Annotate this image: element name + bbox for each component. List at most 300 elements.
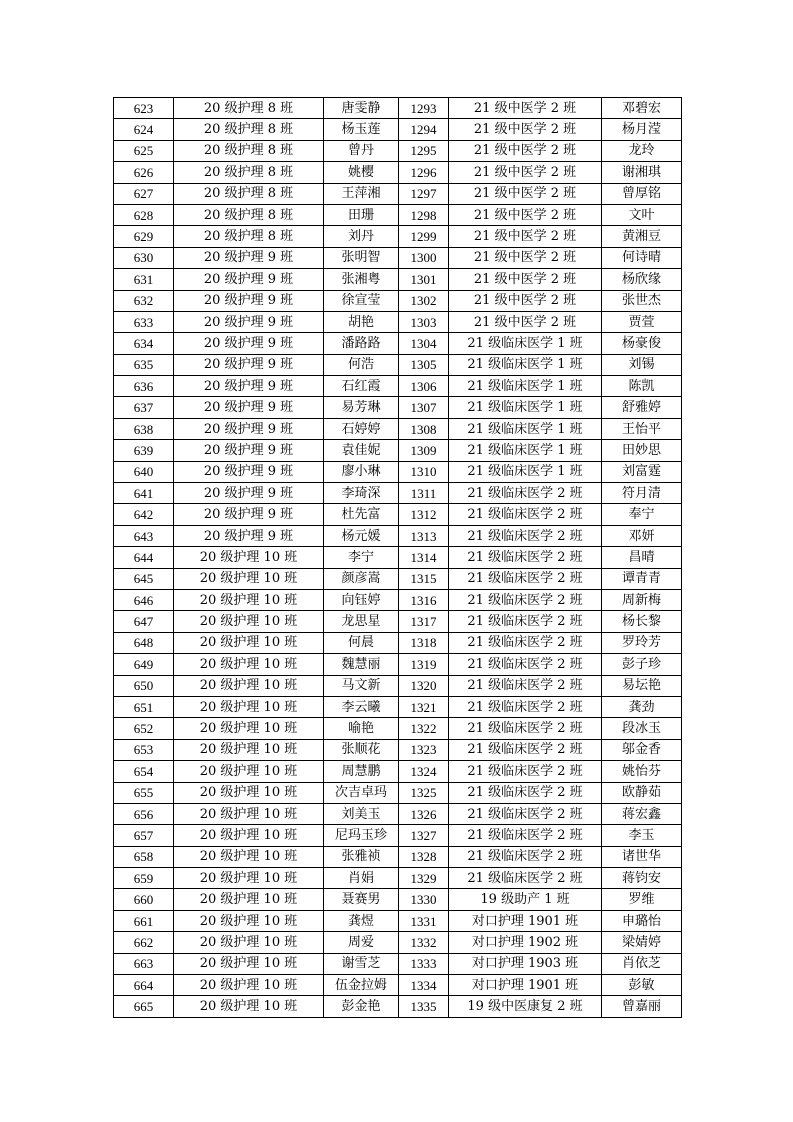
cell-class-left: 20 级护理 9 班	[174, 290, 324, 311]
cell-row-index-right: 1318	[399, 632, 449, 653]
cell-name-left: 胡艳	[324, 311, 399, 332]
cell-name-right: 龙玲	[602, 140, 682, 161]
cell-row-index-right: 1331	[399, 910, 449, 931]
cell-name-right: 蒋宏鑫	[602, 803, 682, 824]
cell-name-left: 张明智	[324, 247, 399, 268]
cell-name-right: 邓妍	[602, 525, 682, 546]
cell-name-right: 段冰玉	[602, 718, 682, 739]
cell-class-right: 21 级中医学 2 班	[449, 311, 602, 332]
cell-class-right: 21 级临床医学 2 班	[449, 782, 602, 803]
cell-name-right: 诸世华	[602, 846, 682, 867]
table-row	[114, 418, 682, 439]
cell-class-right: 21 级中医学 2 班	[449, 269, 602, 290]
cell-row-index-left: 654	[114, 761, 174, 782]
table-row	[114, 162, 682, 183]
cell-class-left: 20 级护理 10 班	[174, 654, 324, 675]
cell-class-right: 对口护理 1902 班	[449, 932, 602, 953]
table-row	[114, 204, 682, 225]
cell-row-index-left: 645	[114, 568, 174, 589]
cell-name-right: 罗玲芳	[602, 632, 682, 653]
cell-name-right: 舒雅婷	[602, 397, 682, 418]
cell-row-index-left: 626	[114, 162, 174, 183]
cell-class-left: 20 级护理 10 班	[174, 718, 324, 739]
cell-class-left: 20 级护理 10 班	[174, 761, 324, 782]
cell-name-left: 廖小琳	[324, 461, 399, 482]
table-row	[114, 611, 682, 632]
cell-name-left: 刘丹	[324, 226, 399, 247]
cell-row-index-left: 635	[114, 354, 174, 375]
table-row	[114, 311, 682, 332]
cell-class-left: 20 级护理 9 班	[174, 354, 324, 375]
cell-name-right: 昌晴	[602, 547, 682, 568]
table-row	[114, 739, 682, 760]
cell-row-index-right: 1325	[399, 782, 449, 803]
table-row	[114, 525, 682, 546]
table-row	[114, 975, 682, 996]
cell-name-left: 袁佳妮	[324, 440, 399, 461]
cell-row-index-left: 630	[114, 247, 174, 268]
cell-name-right: 肖依芝	[602, 953, 682, 974]
cell-row-index-right: 1294	[399, 119, 449, 140]
cell-row-index-left: 639	[114, 440, 174, 461]
cell-name-right: 王怡平	[602, 418, 682, 439]
cell-row-index-left: 651	[114, 696, 174, 717]
cell-name-right: 李玉	[602, 825, 682, 846]
cell-row-index-right: 1297	[399, 183, 449, 204]
cell-name-left: 何晨	[324, 632, 399, 653]
cell-class-left: 20 级护理 10 班	[174, 568, 324, 589]
cell-name-right: 刘锡	[602, 354, 682, 375]
cell-row-index-left: 662	[114, 932, 174, 953]
cell-name-right: 杨豪俊	[602, 333, 682, 354]
cell-row-index-left: 625	[114, 140, 174, 161]
cell-class-left: 20 级护理 9 班	[174, 418, 324, 439]
cell-class-left: 20 级护理 10 班	[174, 846, 324, 867]
cell-row-index-right: 1335	[399, 996, 449, 1017]
cell-class-left: 20 级护理 10 班	[174, 825, 324, 846]
roster-table	[113, 97, 682, 1018]
cell-name-right: 欧静茹	[602, 782, 682, 803]
cell-name-left: 尼玛玉珍	[324, 825, 399, 846]
cell-class-right: 21 级临床医学 1 班	[449, 418, 602, 439]
cell-row-index-right: 1334	[399, 975, 449, 996]
cell-name-left: 颜彦嵩	[324, 568, 399, 589]
cell-row-index-left: 629	[114, 226, 174, 247]
cell-class-left: 20 级护理 8 班	[174, 98, 324, 119]
cell-row-index-left: 665	[114, 996, 174, 1017]
cell-row-index-right: 1315	[399, 568, 449, 589]
cell-name-right: 邬金香	[602, 739, 682, 760]
cell-name-right: 蒋钧安	[602, 868, 682, 889]
table-row	[114, 696, 682, 717]
cell-class-right: 21 级中医学 2 班	[449, 226, 602, 247]
cell-name-left: 何浩	[324, 354, 399, 375]
cell-name-left: 李琦深	[324, 483, 399, 504]
cell-name-right: 曾厚铭	[602, 183, 682, 204]
table-row	[114, 996, 682, 1017]
cell-name-left: 魏慧丽	[324, 654, 399, 675]
cell-row-index-right: 1316	[399, 589, 449, 610]
cell-class-right: 21 级中医学 2 班	[449, 183, 602, 204]
cell-class-right: 21 级临床医学 2 班	[449, 632, 602, 653]
cell-class-left: 20 级护理 9 班	[174, 269, 324, 290]
table-row	[114, 803, 682, 824]
cell-row-index-right: 1317	[399, 611, 449, 632]
cell-class-left: 20 级护理 8 班	[174, 162, 324, 183]
table-row	[114, 247, 682, 268]
cell-class-left: 20 级护理 10 班	[174, 932, 324, 953]
cell-name-left: 龙思星	[324, 611, 399, 632]
table-row	[114, 846, 682, 867]
cell-class-right: 21 级临床医学 2 班	[449, 589, 602, 610]
cell-row-index-left: 648	[114, 632, 174, 653]
cell-class-left: 20 级护理 10 班	[174, 782, 324, 803]
cell-name-left: 龚煜	[324, 910, 399, 931]
cell-row-index-right: 1306	[399, 376, 449, 397]
cell-class-right: 21 级中医学 2 班	[449, 119, 602, 140]
cell-class-left: 20 级护理 8 班	[174, 226, 324, 247]
cell-class-left: 20 级护理 10 班	[174, 547, 324, 568]
cell-row-index-left: 633	[114, 311, 174, 332]
cell-class-right: 对口护理 1903 班	[449, 953, 602, 974]
cell-name-left: 肖娟	[324, 868, 399, 889]
cell-row-index-left: 657	[114, 825, 174, 846]
cell-class-right: 21 级中医学 2 班	[449, 247, 602, 268]
cell-class-right: 21 级临床医学 2 班	[449, 483, 602, 504]
cell-class-left: 20 级护理 9 班	[174, 397, 324, 418]
cell-name-right: 杨月滢	[602, 119, 682, 140]
cell-class-right: 21 级临床医学 2 班	[449, 696, 602, 717]
cell-name-left: 杜先富	[324, 504, 399, 525]
cell-class-right: 21 级临床医学 2 班	[449, 739, 602, 760]
cell-class-right: 21 级临床医学 2 班	[449, 675, 602, 696]
cell-class-left: 20 级护理 9 班	[174, 525, 324, 546]
table-row	[114, 440, 682, 461]
cell-name-left: 聂赛男	[324, 889, 399, 910]
table-row	[114, 825, 682, 846]
cell-class-right: 对口护理 1901 班	[449, 910, 602, 931]
cell-row-index-left: 641	[114, 483, 174, 504]
cell-class-left: 20 级护理 9 班	[174, 483, 324, 504]
cell-row-index-right: 1322	[399, 718, 449, 739]
cell-class-left: 20 级护理 8 班	[174, 119, 324, 140]
cell-name-left: 李宁	[324, 547, 399, 568]
table-row	[114, 140, 682, 161]
cell-name-left: 徐宣莹	[324, 290, 399, 311]
table-row	[114, 483, 682, 504]
cell-class-left: 20 级护理 10 班	[174, 803, 324, 824]
cell-class-right: 对口护理 1901 班	[449, 975, 602, 996]
table-row	[114, 761, 682, 782]
cell-row-index-right: 1320	[399, 675, 449, 696]
cell-class-right: 21 级中医学 2 班	[449, 290, 602, 311]
cell-name-left: 唐雯静	[324, 98, 399, 119]
table-row	[114, 376, 682, 397]
cell-class-right: 19 级助产 1 班	[449, 889, 602, 910]
cell-row-index-right: 1311	[399, 483, 449, 504]
cell-name-left: 周爱	[324, 932, 399, 953]
table-row	[114, 910, 682, 931]
cell-name-left: 向钰婷	[324, 589, 399, 610]
cell-name-left: 彭金艳	[324, 996, 399, 1017]
cell-name-right: 曾嘉丽	[602, 996, 682, 1017]
table-row	[114, 718, 682, 739]
cell-row-index-left: 631	[114, 269, 174, 290]
table-row	[114, 675, 682, 696]
cell-class-right: 21 级临床医学 1 班	[449, 354, 602, 375]
table-row	[114, 226, 682, 247]
cell-row-index-right: 1303	[399, 311, 449, 332]
cell-class-left: 20 级护理 8 班	[174, 204, 324, 225]
table-row	[114, 868, 682, 889]
cell-row-index-right: 1307	[399, 397, 449, 418]
cell-row-index-left: 655	[114, 782, 174, 803]
table-row	[114, 98, 682, 119]
table-row	[114, 354, 682, 375]
cell-class-right: 21 级临床医学 2 班	[449, 525, 602, 546]
cell-name-right: 周新梅	[602, 589, 682, 610]
cell-row-index-left: 658	[114, 846, 174, 867]
table-row	[114, 119, 682, 140]
cell-row-index-right: 1323	[399, 739, 449, 760]
cell-name-left: 刘美玉	[324, 803, 399, 824]
cell-row-index-left: 649	[114, 654, 174, 675]
cell-name-left: 周慧鹏	[324, 761, 399, 782]
cell-row-index-right: 1314	[399, 547, 449, 568]
cell-name-left: 伍金拉姆	[324, 975, 399, 996]
cell-row-index-right: 1299	[399, 226, 449, 247]
cell-class-right: 21 级中医学 2 班	[449, 204, 602, 225]
cell-name-right: 邓碧宏	[602, 98, 682, 119]
cell-row-index-right: 1300	[399, 247, 449, 268]
cell-row-index-left: 624	[114, 119, 174, 140]
cell-row-index-right: 1310	[399, 461, 449, 482]
cell-row-index-left: 627	[114, 183, 174, 204]
cell-row-index-right: 1326	[399, 803, 449, 824]
cell-class-right: 21 级临床医学 2 班	[449, 803, 602, 824]
cell-class-left: 20 级护理 10 班	[174, 868, 324, 889]
cell-name-left: 喻艳	[324, 718, 399, 739]
table-row	[114, 782, 682, 803]
cell-row-index-right: 1332	[399, 932, 449, 953]
cell-row-index-left: 661	[114, 910, 174, 931]
cell-class-left: 20 级护理 10 班	[174, 953, 324, 974]
cell-class-right: 21 级临床医学 2 班	[449, 825, 602, 846]
cell-row-index-left: 646	[114, 589, 174, 610]
cell-name-right: 谭青青	[602, 568, 682, 589]
cell-name-left: 易芳琳	[324, 397, 399, 418]
cell-row-index-left: 638	[114, 418, 174, 439]
cell-name-left: 石婷婷	[324, 418, 399, 439]
cell-name-right: 符月清	[602, 483, 682, 504]
cell-row-index-left: 636	[114, 376, 174, 397]
cell-name-right: 梁婧婷	[602, 932, 682, 953]
cell-class-left: 20 级护理 9 班	[174, 440, 324, 461]
cell-row-index-left: 650	[114, 675, 174, 696]
cell-class-left: 20 级护理 10 班	[174, 910, 324, 931]
cell-name-left: 姚樱	[324, 162, 399, 183]
cell-name-right: 申璐怡	[602, 910, 682, 931]
cell-name-left: 张顺花	[324, 739, 399, 760]
cell-class-left: 20 级护理 9 班	[174, 333, 324, 354]
cell-class-left: 20 级护理 9 班	[174, 504, 324, 525]
cell-class-left: 20 级护理 10 班	[174, 889, 324, 910]
cell-row-index-right: 1304	[399, 333, 449, 354]
cell-name-right: 田妙思	[602, 440, 682, 461]
cell-row-index-left: 644	[114, 547, 174, 568]
cell-row-index-right: 1327	[399, 825, 449, 846]
cell-row-index-right: 1295	[399, 140, 449, 161]
cell-row-index-right: 1319	[399, 654, 449, 675]
table-row	[114, 932, 682, 953]
table-row	[114, 183, 682, 204]
cell-class-left: 20 级护理 10 班	[174, 996, 324, 1017]
cell-name-right: 文叶	[602, 204, 682, 225]
cell-class-right: 21 级临床医学 2 班	[449, 611, 602, 632]
cell-row-index-left: 642	[114, 504, 174, 525]
cell-row-index-left: 656	[114, 803, 174, 824]
cell-row-index-left: 653	[114, 739, 174, 760]
table-row	[114, 547, 682, 568]
cell-row-index-right: 1330	[399, 889, 449, 910]
table-row	[114, 333, 682, 354]
cell-class-left: 20 级护理 8 班	[174, 183, 324, 204]
cell-row-index-right: 1296	[399, 162, 449, 183]
cell-class-right: 21 级中医学 2 班	[449, 98, 602, 119]
cell-class-left: 20 级护理 9 班	[174, 461, 324, 482]
table-row	[114, 290, 682, 311]
cell-name-right: 杨欣缘	[602, 269, 682, 290]
cell-name-left: 谢雪芝	[324, 953, 399, 974]
cell-name-right: 张世杰	[602, 290, 682, 311]
cell-class-left: 20 级护理 10 班	[174, 975, 324, 996]
cell-class-right: 19 级中医康复 2 班	[449, 996, 602, 1017]
cell-row-index-left: 663	[114, 953, 174, 974]
table-row	[114, 953, 682, 974]
cell-name-left: 李云曦	[324, 696, 399, 717]
cell-name-right: 杨长黎	[602, 611, 682, 632]
cell-row-index-left: 632	[114, 290, 174, 311]
table-row	[114, 269, 682, 290]
cell-name-right: 姚怡芬	[602, 761, 682, 782]
cell-row-index-left: 637	[114, 397, 174, 418]
cell-name-left: 次吉卓玛	[324, 782, 399, 803]
cell-name-right: 黄湘豆	[602, 226, 682, 247]
cell-class-right: 21 级临床医学 2 班	[449, 654, 602, 675]
cell-class-right: 21 级中医学 2 班	[449, 162, 602, 183]
cell-row-index-left: 659	[114, 868, 174, 889]
cell-name-left: 杨元媛	[324, 525, 399, 546]
cell-name-right: 罗维	[602, 889, 682, 910]
cell-class-left: 20 级护理 9 班	[174, 311, 324, 332]
cell-name-right: 贾萱	[602, 311, 682, 332]
cell-class-right: 21 级临床医学 2 班	[449, 868, 602, 889]
cell-row-index-right: 1302	[399, 290, 449, 311]
cell-name-left: 张雅祯	[324, 846, 399, 867]
cell-row-index-left: 660	[114, 889, 174, 910]
cell-row-index-left: 643	[114, 525, 174, 546]
cell-row-index-left: 634	[114, 333, 174, 354]
cell-class-left: 20 级护理 9 班	[174, 376, 324, 397]
cell-row-index-right: 1328	[399, 846, 449, 867]
table-row	[114, 504, 682, 525]
cell-row-index-right: 1324	[399, 761, 449, 782]
cell-name-left: 田珊	[324, 204, 399, 225]
cell-row-index-right: 1329	[399, 868, 449, 889]
cell-class-right: 21 级临床医学 2 班	[449, 846, 602, 867]
cell-name-right: 谢湘琪	[602, 162, 682, 183]
table-row	[114, 397, 682, 418]
cell-class-right: 21 级临床医学 1 班	[449, 397, 602, 418]
cell-row-index-right: 1298	[399, 204, 449, 225]
cell-row-index-left: 640	[114, 461, 174, 482]
cell-name-right: 奉宁	[602, 504, 682, 525]
cell-row-index-right: 1308	[399, 418, 449, 439]
cell-row-index-right: 1313	[399, 525, 449, 546]
table-row	[114, 889, 682, 910]
cell-class-right: 21 级临床医学 1 班	[449, 440, 602, 461]
table-row	[114, 632, 682, 653]
table-row	[114, 589, 682, 610]
cell-name-right: 彭子珍	[602, 654, 682, 675]
cell-row-index-left: 628	[114, 204, 174, 225]
cell-class-left: 20 级护理 10 班	[174, 739, 324, 760]
cell-name-left: 曾丹	[324, 140, 399, 161]
cell-class-right: 21 级临床医学 2 班	[449, 761, 602, 782]
cell-class-right: 21 级临床医学 2 班	[449, 568, 602, 589]
cell-name-left: 王萍湘	[324, 183, 399, 204]
cell-row-index-left: 652	[114, 718, 174, 739]
table-row	[114, 568, 682, 589]
cell-row-index-right: 1312	[399, 504, 449, 525]
cell-row-index-right: 1333	[399, 953, 449, 974]
table-row	[114, 654, 682, 675]
cell-name-right: 何诗晴	[602, 247, 682, 268]
cell-row-index-right: 1301	[399, 269, 449, 290]
cell-name-right: 彭敏	[602, 975, 682, 996]
cell-row-index-right: 1293	[399, 98, 449, 119]
cell-class-left: 20 级护理 10 班	[174, 696, 324, 717]
cell-row-index-right: 1305	[399, 354, 449, 375]
cell-class-right: 21 级临床医学 1 班	[449, 376, 602, 397]
cell-name-left: 张湘粤	[324, 269, 399, 290]
cell-name-left: 石红霞	[324, 376, 399, 397]
cell-row-index-left: 623	[114, 98, 174, 119]
cell-class-left: 20 级护理 10 班	[174, 611, 324, 632]
cell-row-index-right: 1309	[399, 440, 449, 461]
cell-class-right: 21 级临床医学 2 班	[449, 504, 602, 525]
cell-class-left: 20 级护理 10 班	[174, 675, 324, 696]
cell-name-left: 潘路路	[324, 333, 399, 354]
roster-table-body	[114, 98, 682, 1018]
cell-name-right: 陈凯	[602, 376, 682, 397]
cell-row-index-left: 647	[114, 611, 174, 632]
cell-class-right: 21 级临床医学 2 班	[449, 718, 602, 739]
cell-row-index-right: 1321	[399, 696, 449, 717]
cell-name-left: 马文新	[324, 675, 399, 696]
table-row	[114, 461, 682, 482]
cell-name-left: 杨玉莲	[324, 119, 399, 140]
cell-class-right: 21 级临床医学 2 班	[449, 547, 602, 568]
cell-name-right: 龚劲	[602, 696, 682, 717]
cell-class-left: 20 级护理 10 班	[174, 632, 324, 653]
cell-class-left: 20 级护理 10 班	[174, 589, 324, 610]
cell-name-right: 易坛艳	[602, 675, 682, 696]
cell-class-right: 21 级临床医学 1 班	[449, 461, 602, 482]
cell-class-right: 21 级中医学 2 班	[449, 140, 602, 161]
cell-class-left: 20 级护理 8 班	[174, 140, 324, 161]
cell-class-right: 21 级临床医学 1 班	[449, 333, 602, 354]
